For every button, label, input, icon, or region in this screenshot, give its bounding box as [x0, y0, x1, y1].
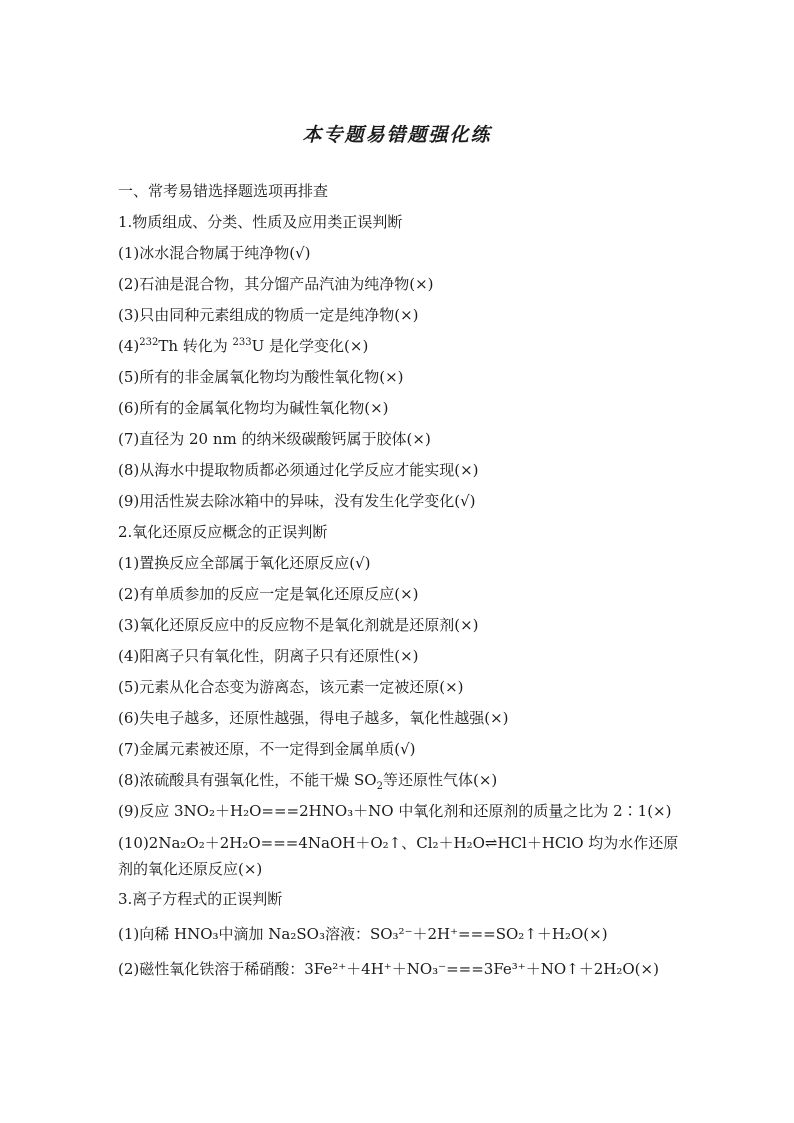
list-item: (6)失电子越多，还原性越强，得电子越多，氧化性越强(×): [118, 709, 509, 727]
list-item: (9)用活性炭去除冰箱中的异味，没有发生化学变化(√): [118, 492, 476, 510]
item-text: Th 转化为: [158, 337, 233, 355]
list-item: (9)反应 3NO₂＋H₂O===2HNO₃＋NO 中氧化剂和还原剂的质量之比为 2∶1(×): [118, 802, 672, 820]
subscript: 2: [376, 781, 383, 792]
item-text: U 是化学变化(×): [251, 337, 369, 355]
list-item: (1)冰水混合物属于纯净物(√): [118, 244, 311, 262]
list-item: (1)置换反应全部属于氧化还原反应(√): [118, 554, 371, 572]
mass-number: 232: [139, 337, 159, 348]
list-item: (10)2Na₂O₂＋2H₂O===4NaOH＋O₂↑、Cl₂＋H₂O⇌HCl＋HClO 均为水作还原剂的氧化还原反应(×): [118, 834, 679, 878]
document-body: [118, 176, 683, 985]
list-item: (1)向稀 HNO₃中滴加 Na₂SO₃溶液：SO₃²⁻＋2H⁺===SO₂↑＋H₂O(×): [118, 925, 608, 943]
part-heading: 3.离子方程式的正误判断: [118, 890, 283, 908]
list-item: (5)元素从化合态变为游离态，该元素一定被还原(×): [118, 678, 464, 696]
item-text: (4): [118, 337, 140, 355]
list-item: (7)金属元素被还原，不一定得到金属单质(√): [118, 740, 416, 758]
list-item: [118, 765, 683, 796]
page-title: 本专题易错题强化练: [302, 124, 492, 146]
part-heading: 2.氧化还原反应概念的正误判断: [118, 523, 328, 541]
part-heading: 1.物质组成、分类、性质及应用类正误判断: [118, 213, 403, 231]
list-item: (3)氧化还原反应中的反应物不是氧化剂就是还原剂(×): [118, 616, 479, 634]
list-item: (2)磁性氧化铁溶于稀硝酸：3Fe²⁺＋4H⁺＋NO₃⁻===3Fe³⁺＋NO↑＋2H₂O(×): [118, 960, 659, 978]
list-item: (7)直径为 20 nm 的纳米级碳酸钙属于胶体(×): [118, 430, 431, 448]
list-item: (2)有单质参加的反应一定是氧化还原反应(×): [118, 585, 419, 603]
list-item: [118, 331, 683, 362]
mass-number: 233: [232, 337, 252, 348]
list-item: (5)所有的非金属氧化物均为酸性氧化物(×): [118, 368, 404, 386]
list-item: (4)阳离子只有氧化性，阴离子只有还原性(×): [118, 647, 419, 665]
section-heading: 一、常考易错选择题选项再排查: [118, 182, 329, 200]
list-item: (6)所有的金属氧化物均为碱性氧化物(×): [118, 399, 389, 417]
item-text: (8)浓硫酸具有强氧化性，不能干燥 SO: [118, 771, 377, 789]
item-text: 等还原性气体(×): [382, 771, 498, 789]
list-item: (8)从海水中提取物质都必须通过化学反应才能实现(×): [118, 461, 479, 479]
list-item: (3)只由同种元素组成的物质一定是纯净物(×): [118, 306, 419, 324]
list-item: (2)石油是混合物，其分馏产品汽油为纯净物(×): [118, 275, 434, 293]
